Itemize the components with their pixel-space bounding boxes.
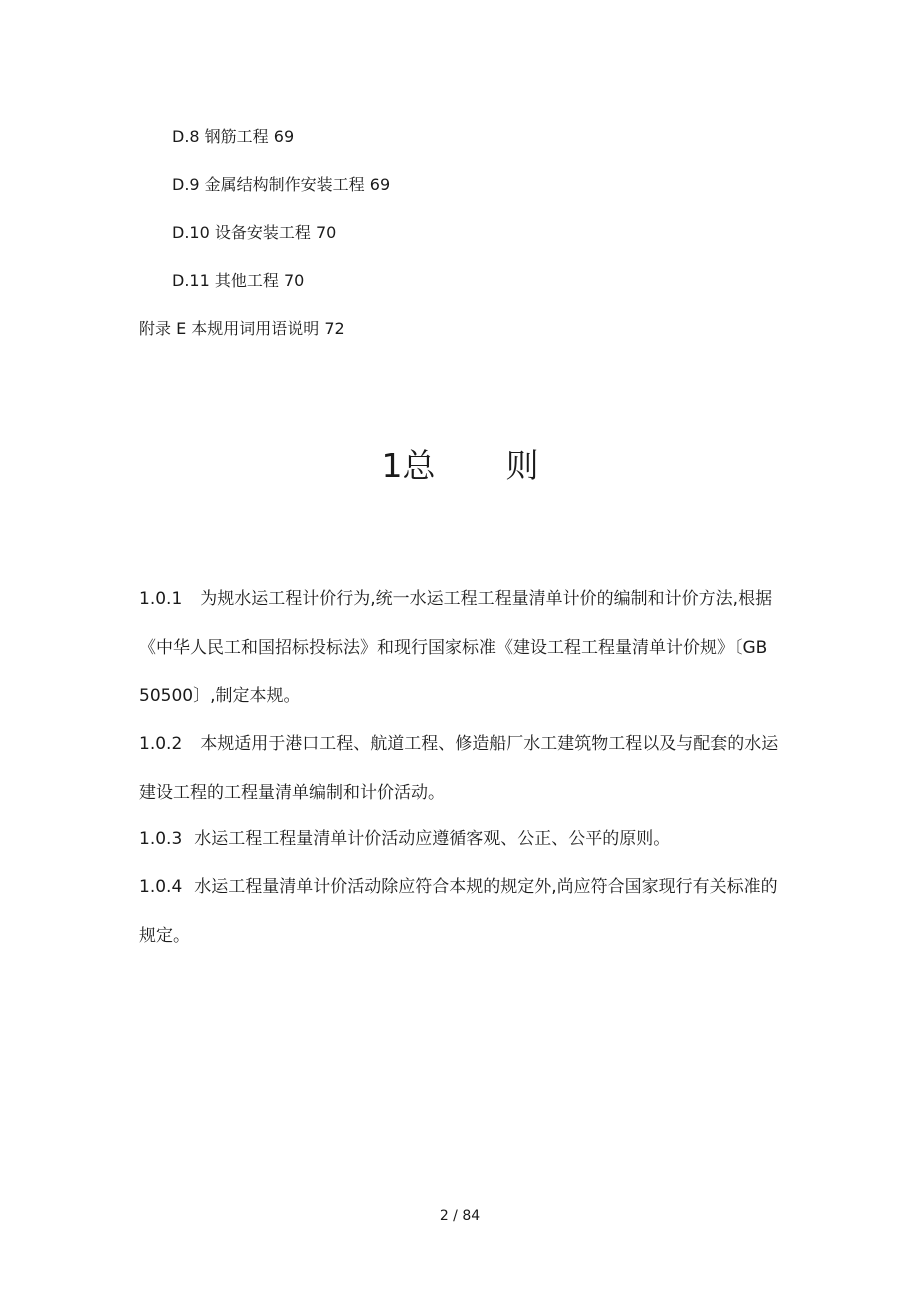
- toc-entry: D.11 其他工程 70: [172, 271, 305, 290]
- clause-1-0-2: [139, 720, 789, 817]
- chapter-number: 1: [381, 446, 403, 485]
- toc-entry: D.9 金属结构制作安装工程 69: [172, 175, 391, 194]
- toc-entry: D.10 设备安装工程 70: [172, 223, 337, 242]
- chapter-title-part1: 总: [402, 446, 436, 485]
- toc-entry: D.8 钢筋工程 69: [172, 127, 295, 146]
- clause-text: 为规水运工程计价行为,统一水运工程工程量清单计价的编制和计价方法,根据《中华人民工和国招标投标法》和现行国家标准《建设工程工程量清单计价规》〔GB 50500〕,制定本规。: [139, 589, 773, 706]
- clause-1-0-1: [139, 575, 789, 721]
- clause-number: 1.0.1: [139, 589, 183, 609]
- clause-text: 本规适用于港口工程、航道工程、修造船厂水工建筑物工程以及与配套的水运建设工程的工程量清单编制和计价活动。: [139, 734, 779, 803]
- clause-number: 1.0.2: [139, 734, 183, 754]
- toc-entry-appendix: 附录 E 本规用词用语说明 72: [139, 319, 345, 338]
- clause-1-0-3: [139, 815, 789, 864]
- clause-number: 1.0.4: [139, 877, 183, 897]
- chapter-title: [0, 440, 920, 492]
- chapter-title-part2: 则: [505, 446, 539, 485]
- clause-text: 水运工程工程量清单计价活动应遵循客观、公正、公平的原则。: [194, 829, 671, 849]
- clause-number: 1.0.3: [139, 829, 183, 849]
- page-number: 2 / 84: [439, 1208, 481, 1224]
- clause-1-0-4: [139, 863, 789, 960]
- clause-text: 水运工程量清单计价活动除应符合本规的规定外,尚应符合国家现行有关标准的规定。: [139, 877, 778, 946]
